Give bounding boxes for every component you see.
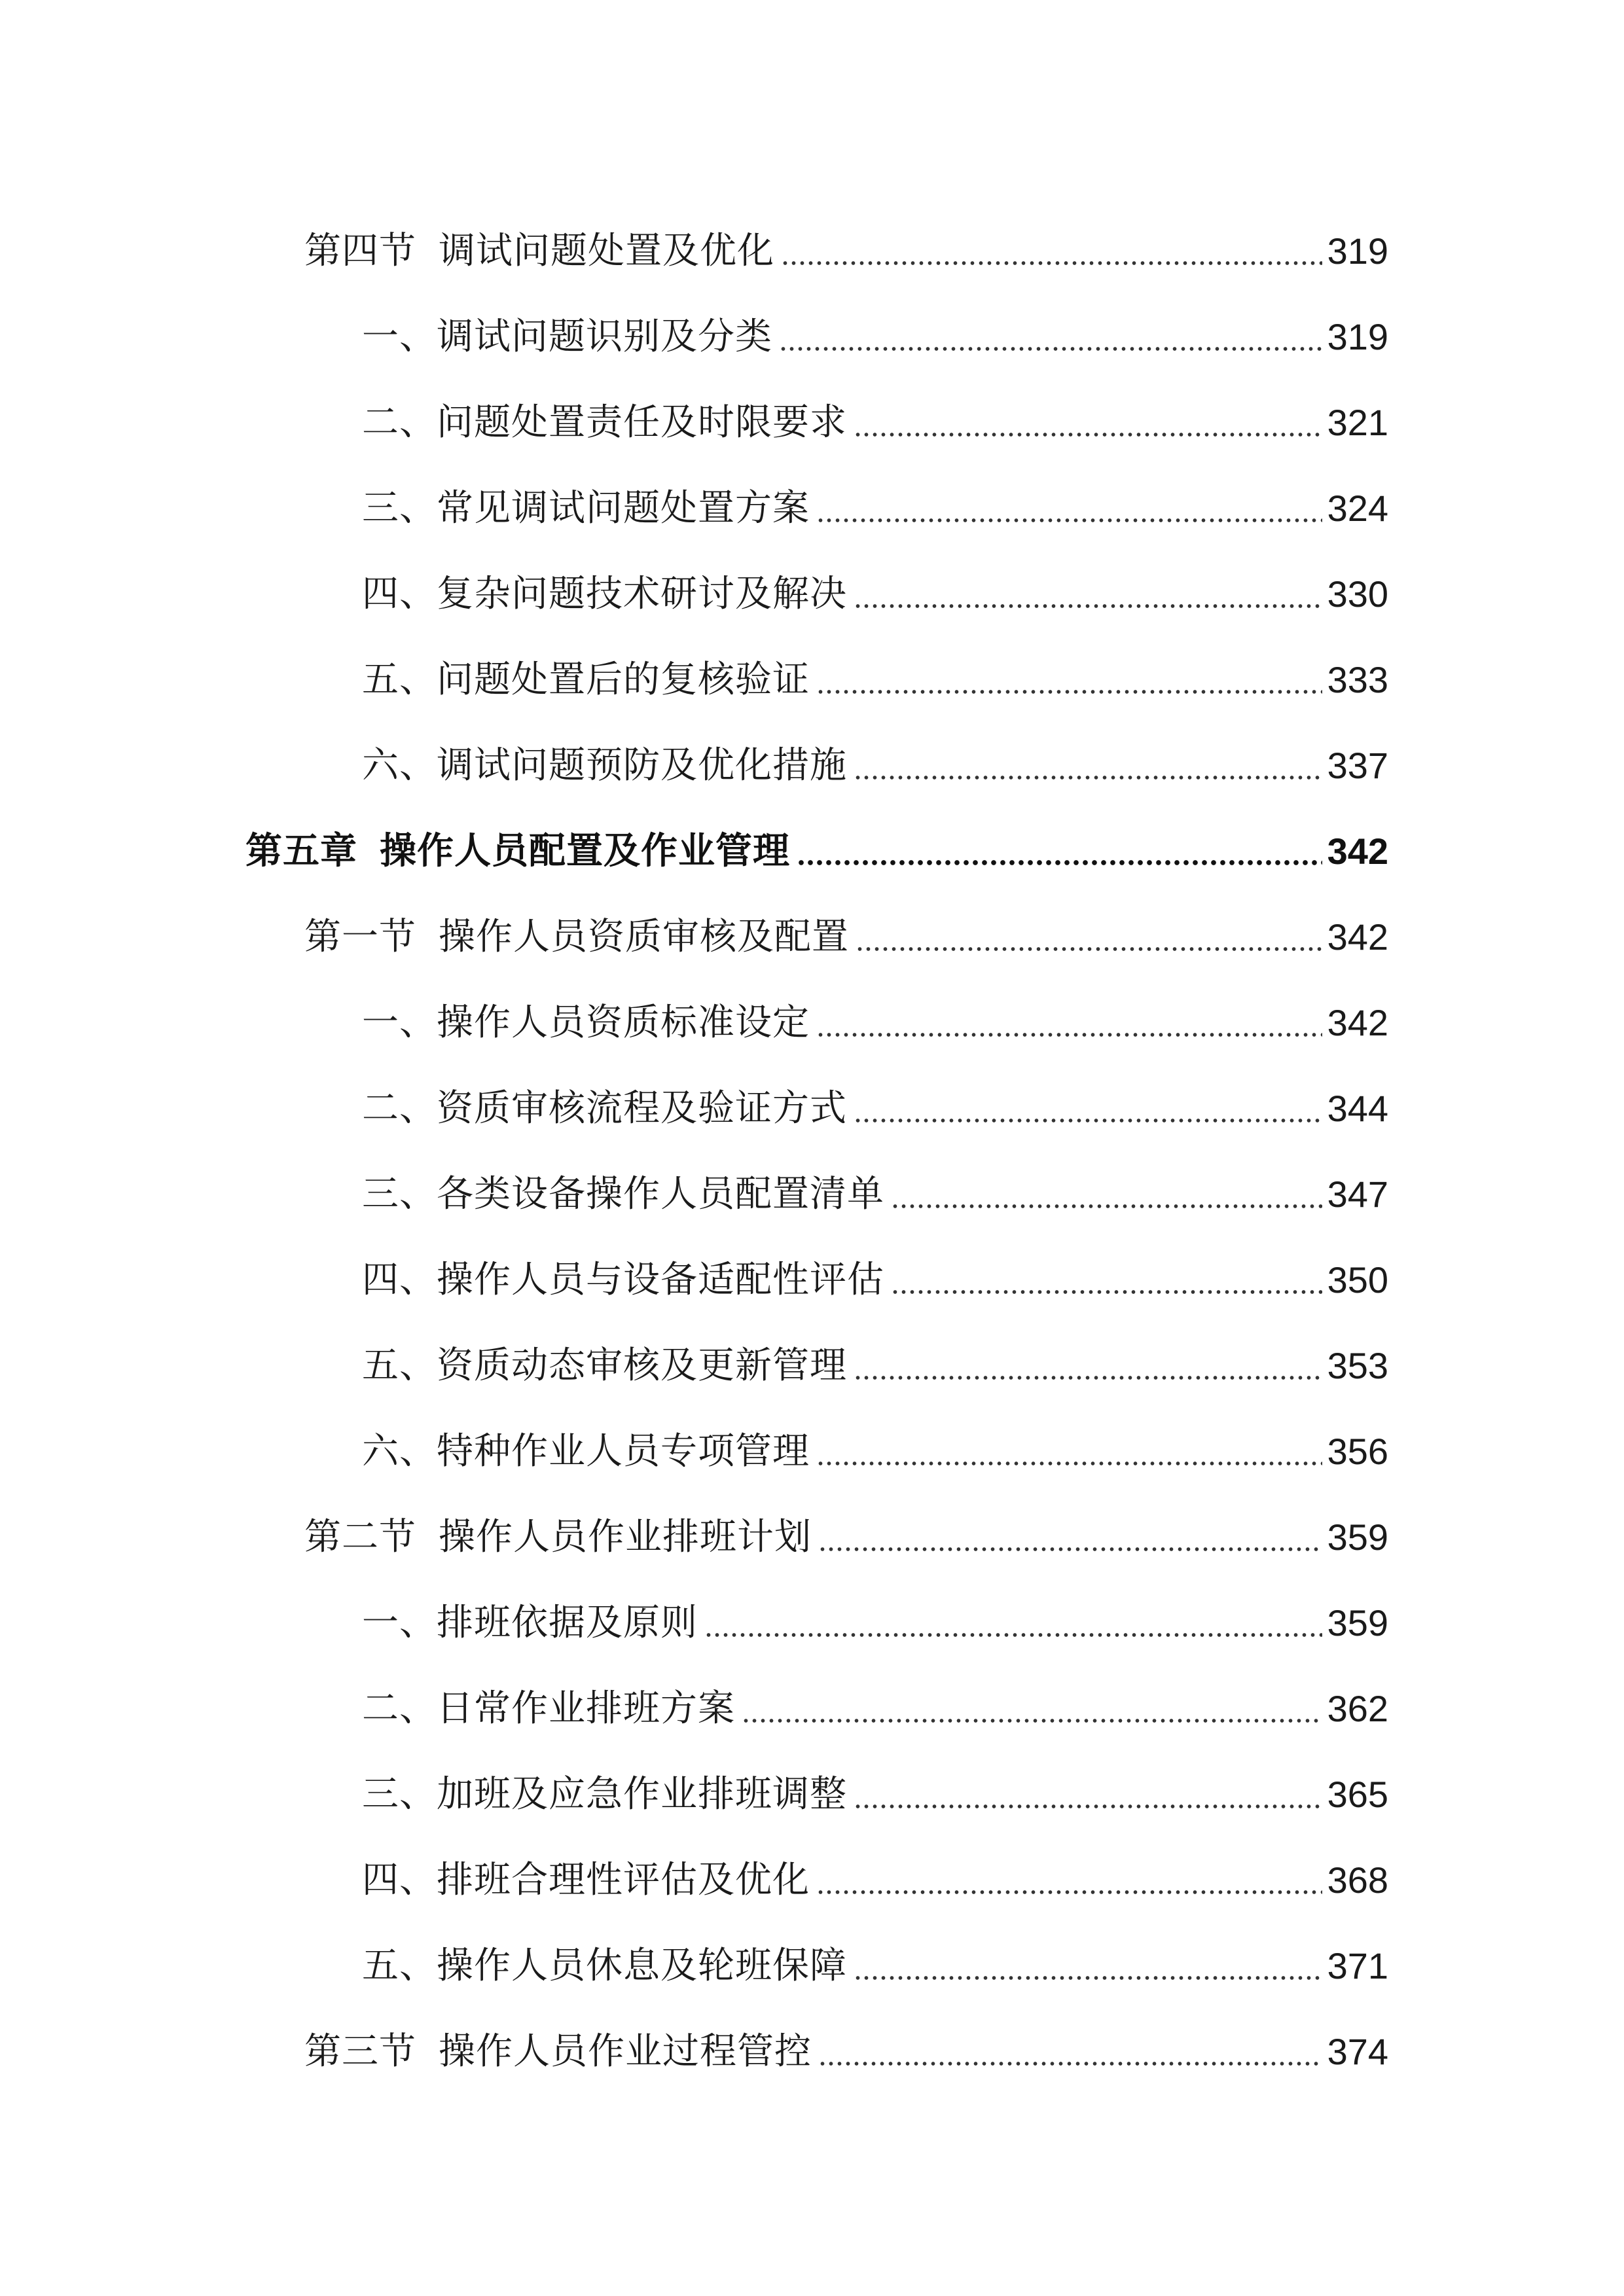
toc-entry-page: 342 [1327, 916, 1388, 958]
toc-dot-leader [742, 1691, 1322, 1727]
toc-entry[interactable] [0, 1066, 1624, 1151]
toc-entry-title: 操作人员作业过程管控 [439, 2030, 812, 2073]
toc-entry-title: 加班及应急作业排班调整 [437, 1772, 847, 1816]
toc-entry-title: 操作人员休息及轮班保障 [437, 1944, 847, 1987]
toc-entry-title: 排班合理性评估及优化 [437, 1858, 810, 1901]
toc-entry-title: 特种作业人员专项管理 [437, 1429, 810, 1473]
toc-entry-page: 368 [1327, 1859, 1388, 1901]
toc-dot-leader [818, 1519, 1322, 1556]
toc-dot-leader [854, 576, 1322, 613]
toc-entry-number: 一、 [362, 1601, 437, 1644]
toc-entry-page: 330 [1327, 573, 1388, 615]
toc-dot-leader [818, 2034, 1322, 2070]
toc-entry-title: 常见调试问题处置方案 [437, 486, 810, 529]
toc-entry-number: 第二节 [304, 1515, 416, 1558]
toc-entry-number: 二、 [362, 1687, 437, 1730]
toc-entry-page: 347 [1327, 1173, 1388, 1215]
toc-dot-leader [854, 747, 1322, 784]
toc-entry[interactable] [0, 637, 1624, 723]
toc-entry[interactable] [0, 1837, 1624, 1923]
toc-entry-title: 调试问题预防及优化措施 [437, 744, 847, 787]
toc-entry-number: 第四节 [304, 229, 416, 272]
toc-chapter-entry[interactable] [0, 808, 1624, 894]
toc-entry-number: 五、 [362, 1344, 437, 1387]
toc-dot-leader [854, 1948, 1322, 1984]
toc-dot-leader [816, 1433, 1322, 1470]
table-of-contents [0, 208, 1624, 2094]
toc-entry-number: 四、 [362, 572, 437, 615]
toc-entry-page: 342 [1327, 830, 1388, 872]
toc-dot-leader [779, 319, 1322, 355]
toc-entry[interactable] [0, 1494, 1624, 1580]
toc-entry[interactable] [0, 551, 1624, 637]
toc-entry-number: 一、 [362, 1001, 437, 1044]
toc-entry-title: 调试问题处置及优化 [439, 229, 774, 272]
toc-entry-page: 324 [1327, 487, 1388, 529]
toc-entry-page: 359 [1327, 1516, 1388, 1558]
toc-entry[interactable] [0, 1151, 1624, 1237]
toc-entry-page: 344 [1327, 1087, 1388, 1129]
toc-dot-leader [816, 490, 1322, 527]
toc-dot-leader [854, 1776, 1322, 1813]
toc-entry-number: 三、 [362, 1172, 437, 1215]
toc-entry-number: 第五章 [245, 829, 357, 872]
toc-entry-page: 353 [1327, 1344, 1388, 1386]
toc-entry[interactable] [0, 208, 1624, 294]
toc-entry-title: 操作人员作业排班计划 [439, 1515, 812, 1558]
toc-entry[interactable] [0, 1751, 1624, 1837]
toc-entry-page: 319 [1327, 315, 1388, 357]
toc-entry-page: 365 [1327, 1773, 1388, 1815]
toc-entry-number: 第三节 [304, 2030, 416, 2073]
toc-entry[interactable] [0, 465, 1624, 551]
toc-dot-leader [854, 1090, 1322, 1127]
toc-entry[interactable] [0, 1237, 1624, 1323]
toc-entry[interactable] [0, 1323, 1624, 1408]
toc-entry-page: 342 [1327, 1001, 1388, 1043]
toc-entry[interactable] [0, 380, 1624, 465]
toc-dot-leader [854, 1348, 1322, 1384]
toc-entry-title: 操作人员资质审核及配置 [439, 915, 849, 958]
toc-dot-leader [856, 919, 1322, 956]
toc-entry-page: 356 [1327, 1430, 1388, 1472]
toc-dot-leader [816, 1862, 1322, 1899]
toc-entry-page: 374 [1327, 2030, 1388, 2072]
toc-entry[interactable] [0, 723, 1624, 808]
toc-entry[interactable] [0, 1580, 1624, 1666]
toc-entry-number: 一、 [362, 315, 437, 358]
toc-entry-title: 操作人员配置及作业管理 [380, 829, 790, 872]
toc-entry-number: 三、 [362, 1772, 437, 1816]
toc-entry-title: 问题处置后的复核验证 [437, 658, 810, 701]
toc-entry-number: 三、 [362, 486, 437, 529]
toc-entry-page: 337 [1327, 744, 1388, 786]
toc-dot-leader [781, 233, 1322, 270]
toc-entry-number: 二、 [362, 401, 437, 444]
toc-entry-number: 五、 [362, 658, 437, 701]
toc-entry-number: 第一节 [304, 915, 416, 958]
toc-entry[interactable] [0, 1408, 1624, 1494]
toc-entry[interactable] [0, 980, 1624, 1066]
toc-entry-title: 资质动态审核及更新管理 [437, 1344, 847, 1387]
toc-entry-page: 362 [1327, 1687, 1388, 1729]
toc-entry-title: 日常作业排班方案 [437, 1687, 735, 1730]
toc-dot-leader [891, 1262, 1322, 1299]
toc-dot-leader [816, 662, 1322, 698]
toc-entry-page: 371 [1327, 1945, 1388, 1986]
toc-entry-page: 350 [1327, 1259, 1388, 1300]
toc-dot-leader [816, 1005, 1322, 1041]
toc-entry-page: 359 [1327, 1602, 1388, 1643]
toc-entry-page: 319 [1327, 230, 1388, 272]
toc-entry-number: 六、 [362, 1429, 437, 1473]
toc-entry-number: 五、 [362, 1944, 437, 1987]
toc-entry-number: 二、 [362, 1086, 437, 1130]
toc-entry-title: 调试问题识别及分类 [437, 315, 772, 358]
toc-entry-title: 问题处置责任及时限要求 [437, 401, 847, 444]
toc-entry-title: 排班依据及原则 [437, 1601, 698, 1644]
toc-entry-number: 四、 [362, 1258, 437, 1301]
toc-entry-page: 321 [1327, 401, 1388, 443]
toc-entry-title: 复杂问题技术研讨及解决 [437, 572, 847, 615]
toc-entry[interactable] [0, 894, 1624, 980]
toc-entry-number: 四、 [362, 1858, 437, 1901]
toc-entry-title: 各类设备操作人员配置清单 [437, 1172, 884, 1215]
toc-entry[interactable] [0, 1666, 1624, 1751]
toc-entry-title: 操作人员与设备适配性评估 [437, 1258, 884, 1301]
toc-entry-page: 333 [1327, 658, 1388, 700]
toc-entry-title: 操作人员资质标准设定 [437, 1001, 810, 1044]
toc-dot-leader [797, 833, 1322, 870]
toc-entry[interactable] [0, 1923, 1624, 2009]
toc-dot-leader [854, 404, 1322, 441]
toc-entry-number: 六、 [362, 744, 437, 787]
toc-entry-title: 资质审核流程及验证方式 [437, 1086, 847, 1130]
toc-entry[interactable] [0, 2009, 1624, 2094]
toc-dot-leader [891, 1176, 1322, 1213]
toc-dot-leader [704, 1605, 1322, 1641]
toc-entry[interactable] [0, 294, 1624, 380]
